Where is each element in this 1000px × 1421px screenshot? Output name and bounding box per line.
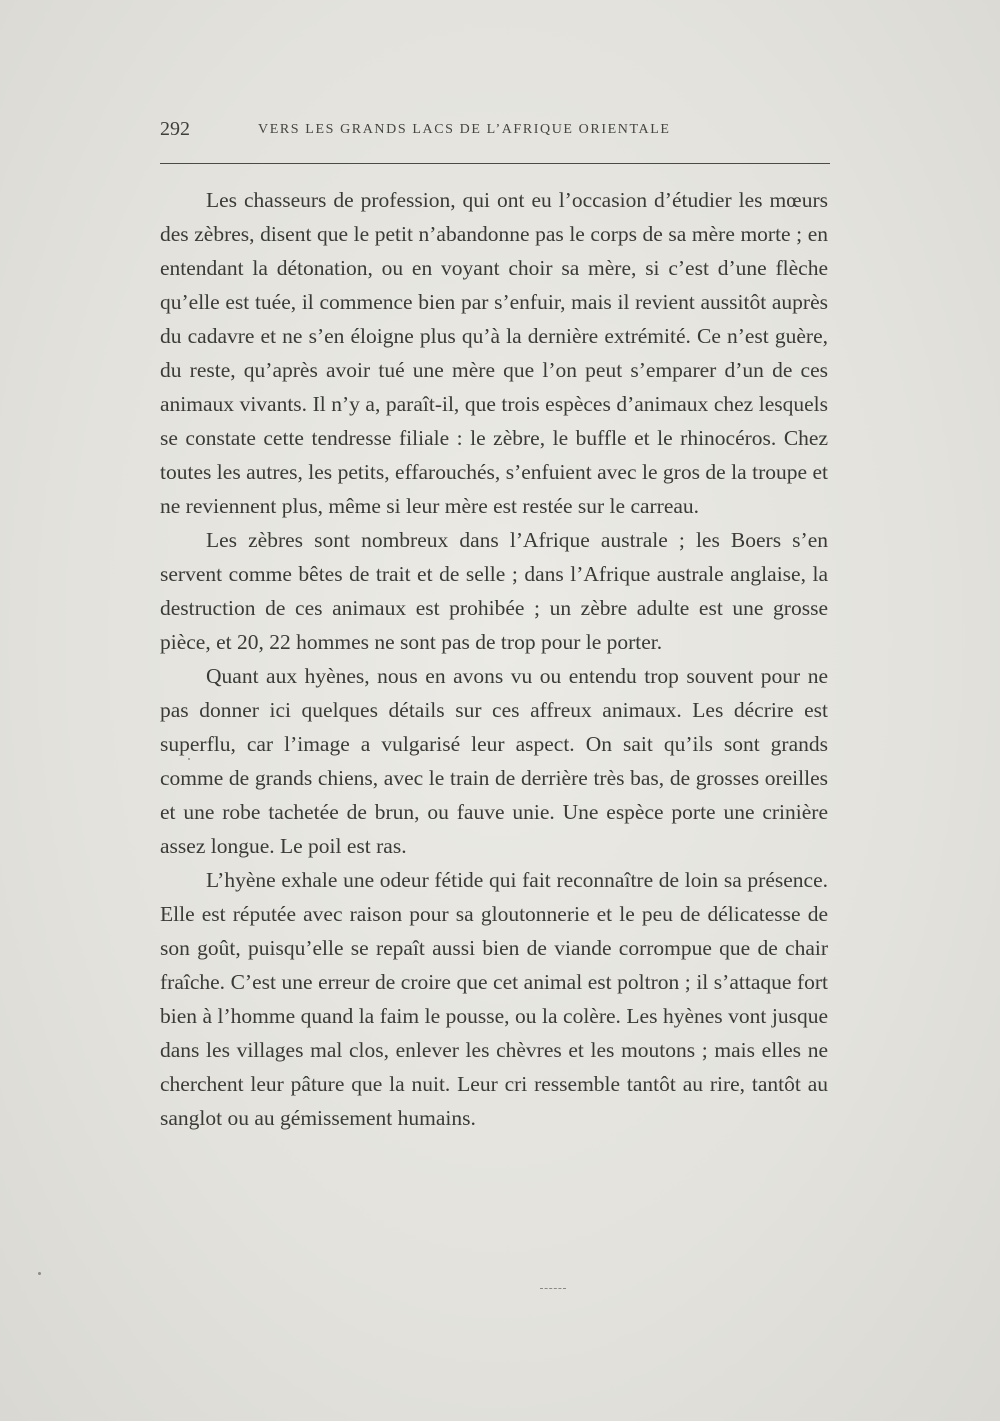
header-rule (160, 163, 830, 164)
page-number: 292 (160, 118, 190, 140)
page-header (160, 118, 830, 148)
paper-speck (188, 758, 190, 760)
paper-speck (38, 1272, 41, 1275)
body-text (160, 183, 828, 1135)
paragraph-hyenas-description: Quant aux hyènes, nous en avons vu ou entendu trop souvent pour ne pas donner ici quelques détails sur ces affreux animaux. Les décrire est superflu, car l’image a vulgarisé leur aspect. On sait qu’ils sont grands comme de grands chiens, avec le train de derrière très bas, de grosses oreilles et une robe tachetée de brun, ou fauve unie. Une espèce porte une crinière assez longue. Le poil est ras. (160, 664, 828, 858)
paragraph-zebra-africa: Les zèbres sont nombreux dans l’Afrique australe ; les Boers s’en servent comme bêtes de trait et de selle ; dans l’Afrique australe anglaise, la destruction de ces animaux est prohibée ; un zèbre adulte est une grosse pièce, et 20, 22 hommes ne sont pas de trop pour le porter. (160, 528, 828, 654)
paragraph-zebra-mothers: Les chasseurs de profession, qui ont eu l’occasion d’étudier les mœurs des zèbres, disent que le petit n’abandonne pas le corps de sa mère morte ; en entendant la détonation, ou en voyant choir sa mère, si c’est d’une flèche qu’elle est tuée, il commence bien par s’enfuir, mais il revient aussitôt auprès du cadavre et ne s’en éloigne plus qu’à la dernière extrémité. Ce n’est guère, du reste, qu’après avoir tué une mère que l’on peut s’emparer d’un de ces animaux vivants. Il n’y a, paraît-il, que trois espèces d’animaux chez lesquels se constate cette tendresse filiale : le zèbre, le buffle et le rhinocéros. Chez toutes les autres, les petits, effarouchés, s’enfuient avec le gros de la troupe et ne reviennent plus, même si leur mère est restée sur le carreau. (160, 188, 828, 518)
paragraph-hyena-habits: L’hyène exhale une odeur fétide qui fait reconnaître de loin sa présence. Elle est réputée avec raison pour sa gloutonnerie et le peu de délicatesse de son goût, puisqu’elle se repaît aussi bien de viande corrompue que de chair fraîche. C’est une erreur de croire que cet animal est poltron ; il s’attaque fort bien à l’homme quand la faim le pousse, ou la colère. Les hyènes vont jusque dans les villages mal clos, enlever les chèvres et les moutons ; mais elles ne cherchent leur pâture que la nuit. Leur cri ressemble tantôt au rire, tantôt au sanglot ou au gémissement humains. (160, 868, 828, 1130)
paper-mark (540, 1288, 566, 1289)
running-title: VERS LES GRANDS LACS DE L’AFRIQUE ORIENTALE (258, 122, 671, 137)
